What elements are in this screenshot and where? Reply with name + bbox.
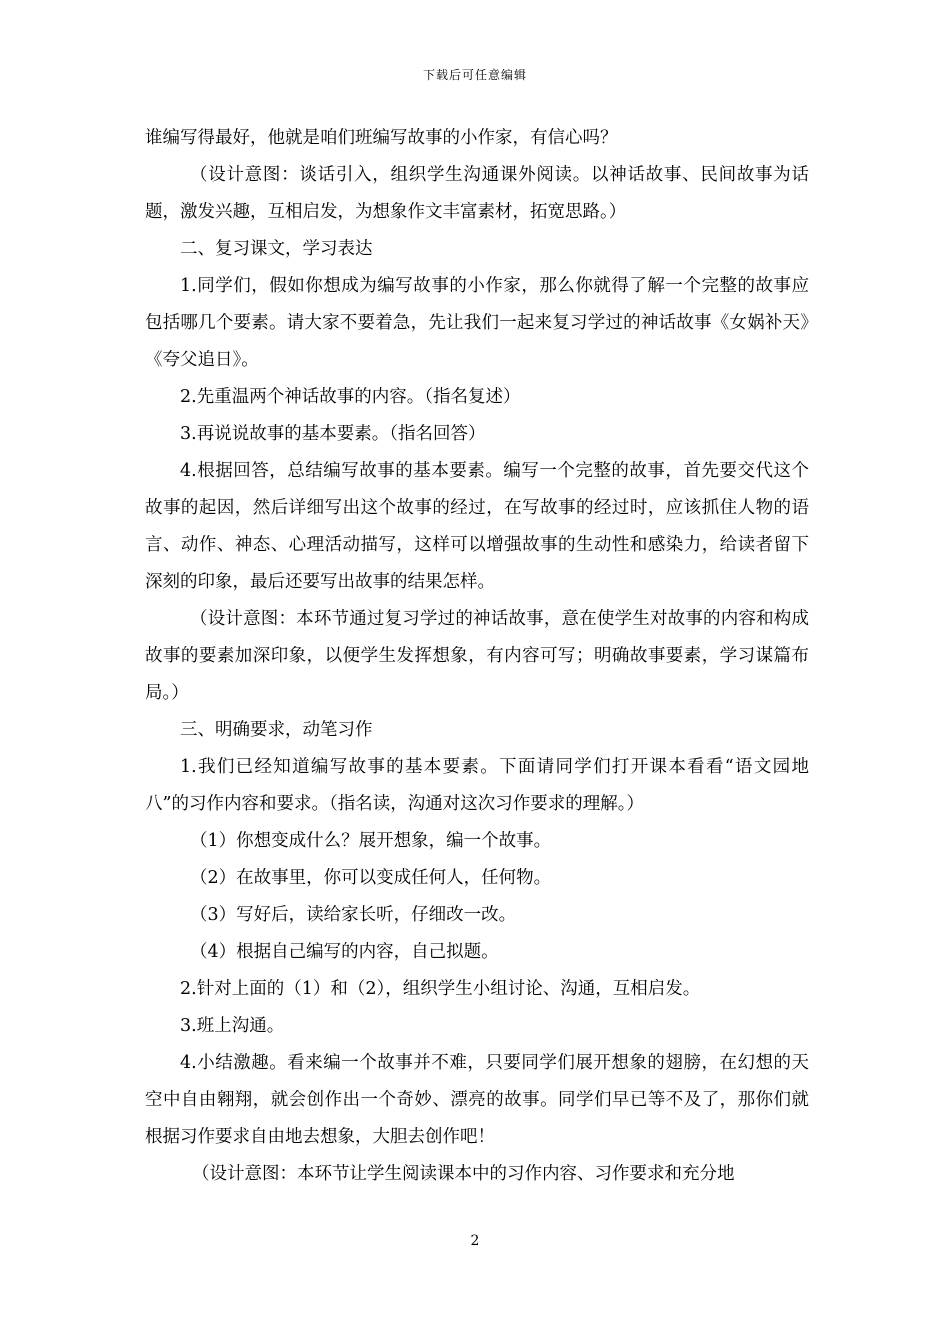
paragraph: 4.小结激趣。看来编一个故事并不难，只要同学们展开想象的翅膀，在幻想的天空中自由翱翔，就会创作出一个奇妙、漂亮的故事。同学们早已等不及了，那你们就根据习作要求自由地去想象，大胆去创作吧！ <box>145 1053 809 1147</box>
section-heading: 二、复习课文，学习表达 <box>180 239 373 259</box>
section-heading: 三、明确要求，动笔习作 <box>180 720 373 740</box>
document-body <box>145 120 809 1193</box>
paragraph: （设计意图：本环节通过复习学过的神话故事，意在使学生对故事的内容和构成故事的要素加深印象，以便学生发挥想象，有内容可写；明确故事要素，学习谋篇布局。） <box>145 609 809 703</box>
paragraph: 1.同学们，假如你想成为编写故事的小作家，那么你就得了解一个完整的故事应包括哪几个要素。请大家不要着急，先让我们一起来复习学过的神话故事《女娲补天》《夸父追日》。 <box>145 276 809 370</box>
paragraph: 2.先重温两个神话故事的内容。（指名复述） <box>180 387 521 407</box>
paragraph: （设计意图：谈话引入，组织学生沟通课外阅读。以神话故事、民间故事为话题，激发兴趣，互相启发，为想象作文丰富素材，拓宽思路。） <box>145 165 809 222</box>
paragraph: 4.根据回答，总结编写故事的基本要素。编写一个完整的故事，首先要交代这个故事的起因，然后详细写出这个故事的经过，在写故事的经过时，应该抓住人物的语言、动作、神态、心理活动描写，这样可以增强故事的生动性和感染力，给读者留下深刻的印象，最后还要写出故事的结果怎样。 <box>145 461 809 592</box>
list-item: （1）你想变成什么？展开想象，编一个故事。 <box>190 831 552 851</box>
paragraph: （设计意图：本环节让学生阅读课本中的习作内容、习作要求和充分地 <box>192 1164 735 1184</box>
page-number: 2 <box>470 1233 480 1249</box>
paragraph: 1.我们已经知道编写故事的基本要素。下面请同学们打开课本看看“语文园地八”的习作内容和要求。（指名读，沟通对这次习作要求的理解。） <box>145 757 809 814</box>
paragraph: 3.再说说故事的基本要素。（指名回答） <box>180 424 486 444</box>
list-item: （4）根据自己编写的内容，自己拟题。 <box>190 942 499 962</box>
list-item: （2）在故事里，你可以变成任何人，任何物。 <box>190 868 552 888</box>
paragraph: 2.针对上面的（1）和（2），组织学生小组讨论、沟通，互相启发。 <box>180 979 701 999</box>
page-header: 下载后可任意编辑 <box>422 68 527 82</box>
paragraph: 3.班上沟通。 <box>180 1016 285 1036</box>
list-item: （3）写好后，读给家长听，仔细改一改。 <box>190 905 517 925</box>
paragraph: 谁编写得最好，他就是咱们班编写故事的小作家，有信心吗？ <box>145 128 618 148</box>
